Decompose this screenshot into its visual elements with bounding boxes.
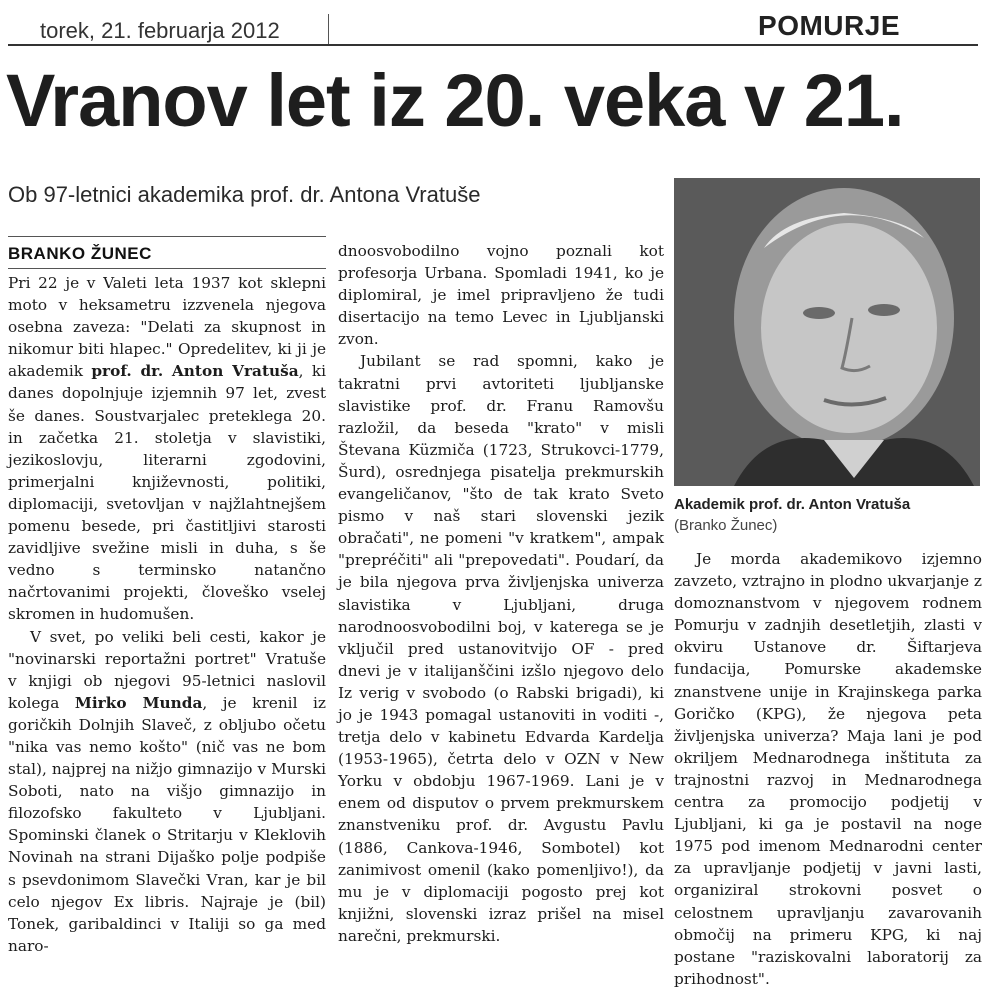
header-divider	[8, 44, 978, 46]
text: Pri 22 je v Valeti leta 1937 kot sklepni moto v heksametru izzvenela njegova osebna zaveza: "Delati za skupnost in nikomur biti hlapec." Opredelitev, ki ji je akademik	[8, 274, 326, 381]
article-subheadline: Ob 97-letnici akademika prof. dr. Antona Vratuše	[8, 182, 481, 207]
portrait-illustration	[674, 178, 980, 486]
text: V svet, po veliki beli cesti, kakor je "novinarski reportažni portret" Vratuše v knjigi ob njegovi 95-letnici naslovil kolega	[8, 627, 326, 712]
byline-divider-top	[8, 236, 326, 237]
text: , ki danes dopolnjuje izjemnih 97 let, zvest še danes. Soustvarjalec preteklega 20. in začetka 21. stoletja v slavistiki, jezikoslovju, literarni zgodovini, primerjalni književnosti, politiki, diplomaciji, svetovljan v najžlahtnejšem pomenu besede, pri častitljivi starosti zavidljive svežine misli in duha, s še vedno s terminsko natančno načrtovanimi projekti, človeško vselej skromen in hudomušen.	[8, 362, 327, 624]
paragraph	[8, 626, 326, 957]
byline-divider-bottom	[8, 268, 326, 269]
paragraph: Jubilant se rad spomni, kako je takratni prvi avtoriteti ljubljanske slavistike prof. dr. Franu Ramovšu razložil, da beseda "krato" v misli Števana Küzmiča (1723, Strukovci-1779, Šurd), osrednjega pisatelja prekmurskih evangeličanov, "što de tak krato Sveto pismo v naš stari slovenski jezik obračati", ne pomeni "v kratkem", ampak "prepréčiti" ali "prepovedati". Poudarí, da je bila njegova prva življenjska univerza slavistika v Ljubljani, druga narodnoosvobodilni boj, v katerega se je vključil pred ustanovitvijo OF - pred dnevi je v italijanščini izšlo njegovo delo Iz verig v svobodo (o Rabski brigadi), ki jo je 1943 pomagal ustanoviti in voditi -, tretja delo v kabinetu Edvarda Kardelja (1953-1965), četrta delo v OZN v New Yorku v obdobju 1967-1969. Lani je v enem od disputov o prvem prekmurskem znanstveniku prof. dr. Avgustu Pavlu (1886, Cankova-1946, Sombotel) kot zanimivost omenil (kako pomenljivo!), da mu je v diplomaciji pogosto prej kot knjižni, slovenski izraz prišel na misel narečni, prekmurski.	[338, 352, 664, 945]
article-column-1	[8, 272, 326, 957]
article-byline: BRANKO ŽUNEC	[8, 244, 152, 263]
person-name: prof. dr. Anton Vratuša	[91, 362, 299, 381]
paragraph: Je morda akademikovo izjemno zavzeto, vztrajno in plodno ukvarjanje z domoznanstvom v njegovem rodnem Pomurju v zadnjih desetletjih, zlasti v okviru Ustanove dr. Šiftarjeva fundacija, Pomurske akademske znanstvene unije in Krajinskega parka Goričko (KPG), že njegova peta življenjska univerza? Maja lani je pod okriljem Mednarodnega inštituta za trajnostni razvoj in Mednarodnega centra za promocijo podjetij v Ljubljani, ki ga je postavil na noge 1975 pod imenom Mednarodni center za upravljanje podjetij v javni lasti, organiziral strokovni posvet o celostnem upravljanju zavarovanih območij na primeru KPG, ki naj postane "raziskovalni laboratorij za prihodnost".	[674, 550, 982, 988]
caption-text: Akademik prof. dr. Anton Vratuša	[674, 496, 911, 513]
text: , je krenil iz goričkih Dolnjih Slaveč, z obljubo očetu "nika vas nemo košto" (nič vas ne bom stal), najprej na nižjo gimnazijo v Murski Soboti, nato na višjo gimnazijo in filozofsko fakulteto v Ljubljani. Spominski članek o Stritarju v Kleklovih Novinah na strani Dijaško polje podpiše s psevdonimom Slavečki Vran, kar je bil celo njegov Ex libris. Najraje je (bil) Tonek, garibaldinci v Italiji so ga med naro-	[8, 693, 326, 955]
photo-caption	[674, 494, 982, 536]
issue-date: torek, 21. februarja 2012	[40, 18, 280, 43]
photo-credit: (Branko Žunec)	[674, 517, 778, 534]
paragraph	[8, 272, 326, 626]
section-title: POMURJE	[758, 10, 900, 41]
article-column-3	[674, 548, 982, 990]
article-headline: Vranov let iz 20. veka v 21.	[6, 59, 904, 142]
person-name: Mirko Munda	[74, 693, 203, 712]
paragraph: dnoosvobodilno vojno poznali kot profesorja Urbana. Spomladi 1941, ko je diplomiral, je imel pripravljeno že tudi disertacijo na temo Levec in Ljubljanski zvon.	[338, 242, 664, 349]
article-column-2	[338, 240, 664, 947]
portrait-photo	[674, 178, 980, 486]
header-divider-vertical	[328, 14, 329, 46]
